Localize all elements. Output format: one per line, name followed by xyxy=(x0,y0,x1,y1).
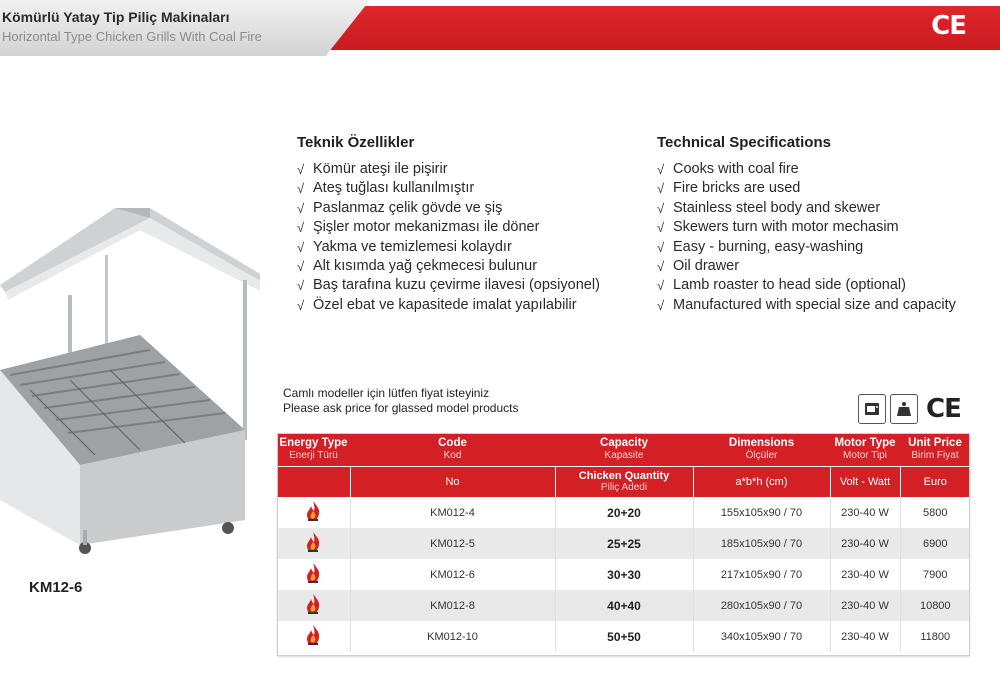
weight-icon xyxy=(890,394,918,424)
table-row xyxy=(277,528,970,559)
flame-icon xyxy=(277,590,350,621)
col-energy-type: Energy Type Enerji Türü xyxy=(277,433,350,467)
col-motor-type: Motor Type Motor Tipi xyxy=(830,433,900,467)
cell-motor: 230-40 W xyxy=(830,590,900,621)
product-image xyxy=(0,200,260,560)
spec-item: √ Manufactured with special size and capacity xyxy=(657,296,957,315)
cell-capacity: 50+50 xyxy=(555,621,693,652)
cell-price: 5800 xyxy=(900,497,970,528)
specs-turkish-list xyxy=(297,160,600,315)
spec-item: √ Lamb roaster to head side (optional) xyxy=(657,276,957,295)
product-label: KM12-6 xyxy=(29,579,83,596)
col-capacity: Capacity Kapasite xyxy=(555,433,693,467)
specs-english-title: Technical Specifications xyxy=(657,134,831,151)
note-english: Please ask price for glassed model products xyxy=(283,401,519,415)
flame-icon xyxy=(277,497,350,528)
subheader-empty xyxy=(277,467,350,498)
col-unit-price: Unit Price Birim Fiyat xyxy=(900,433,970,467)
cell-dimensions: 155x105x90 / 70 xyxy=(693,497,830,528)
page-title: Kömürlü Yatay Tip Piliç Makinaları xyxy=(2,9,230,25)
cell-motor: 230-40 W xyxy=(830,528,900,559)
specs-english-list xyxy=(657,160,957,315)
spec-item: √ Easy - burning, easy-washing xyxy=(657,238,957,257)
spec-item: √ Şişler motor mekanizması ile döner xyxy=(297,218,600,237)
cell-motor: 230-40 W xyxy=(830,559,900,590)
cell-price: 7900 xyxy=(900,559,970,590)
subheader-code: No xyxy=(350,467,555,498)
cell-price: 10800 xyxy=(900,590,970,621)
certification-icons xyxy=(858,392,961,426)
specs-english xyxy=(657,134,957,315)
subheader-price: Euro xyxy=(900,467,970,498)
cell-code: KM012-10 xyxy=(350,621,555,652)
spec-item: √ Paslanmaz çelik gövde ve şiş xyxy=(297,199,600,218)
subheader-capacity: Chicken Quantity Piliç Adedi xyxy=(555,467,693,498)
spec-item: √ Özel ebat ve kapasitede imalat yapılabilir xyxy=(297,296,600,315)
col-code: Code Kod xyxy=(350,433,555,467)
oven-icon xyxy=(858,394,886,424)
price-table xyxy=(277,433,970,652)
cell-price: 6900 xyxy=(900,528,970,559)
cell-code: KM012-8 xyxy=(350,590,555,621)
cell-capacity: 40+40 xyxy=(555,590,693,621)
cell-dimensions: 280x105x90 / 70 xyxy=(693,590,830,621)
table-row xyxy=(277,621,970,652)
note-turkish: Camlı modeller için lütfen fiyat isteyiniz xyxy=(283,386,490,400)
subheader-motor: Volt - Watt xyxy=(830,467,900,498)
spec-item: √ Skewers turn with motor mechasim xyxy=(657,218,957,237)
specs-turkish-title: Teknik Özellikler xyxy=(297,134,415,151)
spec-item: √ Fire bricks are used xyxy=(657,179,957,198)
cell-code: KM012-4 xyxy=(350,497,555,528)
cell-dimensions: 340x105x90 / 70 xyxy=(693,621,830,652)
spec-item: √ Yakma ve temizlemesi kolaydır xyxy=(297,238,600,257)
spec-item: √ Stainless steel body and skewer xyxy=(657,199,957,218)
col-dimensions: Dimensions Ölçüler xyxy=(693,433,830,467)
spec-item: √ Kömür ateşi ile pişirir xyxy=(297,160,600,179)
header-red-band xyxy=(300,6,1000,50)
cell-dimensions: 217x105x90 / 70 xyxy=(693,559,830,590)
flame-icon xyxy=(277,621,350,652)
table-header-row xyxy=(277,433,970,467)
specs-turkish xyxy=(297,134,600,315)
cell-motor: 230-40 W xyxy=(830,621,900,652)
table-row xyxy=(277,590,970,621)
cell-capacity: 20+20 xyxy=(555,497,693,528)
cell-dimensions: 185x105x90 / 70 xyxy=(693,528,830,559)
cell-capacity: 30+30 xyxy=(555,559,693,590)
table-row xyxy=(277,497,970,528)
spec-item: √ Alt kısımda yağ çekmecesi bulunur xyxy=(297,257,600,276)
cell-price: 11800 xyxy=(900,621,970,652)
subheader-dimensions: a*b*h (cm) xyxy=(693,467,830,498)
flame-icon xyxy=(277,528,350,559)
ce-mark-header: CE xyxy=(931,11,966,41)
table-row xyxy=(277,559,970,590)
ce-mark: CE xyxy=(926,394,961,424)
cell-code: KM012-6 xyxy=(350,559,555,590)
header-banner xyxy=(0,0,1000,56)
spec-item: √ Oil drawer xyxy=(657,257,957,276)
flame-icon xyxy=(277,559,350,590)
table-subheader-row xyxy=(277,467,970,498)
page-subtitle: Horizontal Type Chicken Grills With Coal Fire xyxy=(2,29,262,44)
cell-code: KM012-5 xyxy=(350,528,555,559)
chicken-grill-illustration xyxy=(0,200,260,560)
cell-capacity: 25+25 xyxy=(555,528,693,559)
spec-item: √ Baş tarafına kuzu çevirme ilavesi (opsiyonel) xyxy=(297,276,600,295)
spec-item: √ Ateş tuğlası kullanılmıştır xyxy=(297,179,600,198)
spec-item: √ Cooks with coal fire xyxy=(657,160,957,179)
cell-motor: 230-40 W xyxy=(830,497,900,528)
